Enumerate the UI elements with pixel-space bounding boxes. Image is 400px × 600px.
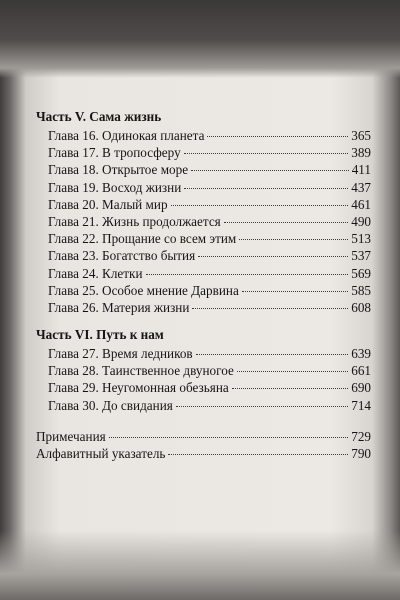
toc-entry (36, 144, 371, 161)
dot-leader (176, 406, 348, 407)
dot-leader (146, 274, 349, 275)
chapter-title: Глава 30. До свидания (48, 397, 173, 413)
toc-entry (36, 127, 371, 144)
chapter-title: Глава 22. Прощание со всем этим (48, 231, 237, 247)
toc-entry (36, 445, 371, 462)
page-number: 585 (351, 282, 371, 298)
dot-leader (168, 454, 348, 455)
toc-entry (36, 161, 371, 178)
index-title: Алфавитный указатель (36, 446, 166, 461)
dot-leader (184, 153, 349, 154)
table-of-contents (36, 108, 371, 462)
dot-leader (232, 388, 348, 389)
chapter-title: Глава 19. Восход жизни (48, 179, 182, 195)
dot-leader (191, 170, 349, 171)
back-matter (36, 428, 371, 462)
page-number: 461 (351, 196, 371, 212)
toc-entry (36, 379, 371, 396)
chapter-title: Глава 27. Время ледников (48, 346, 193, 362)
page-number: 729 (351, 428, 371, 444)
dot-leader (237, 371, 348, 372)
page-number: 537 (351, 248, 371, 264)
page-number: 790 (351, 446, 371, 461)
toc-entry (36, 282, 371, 299)
chapter-title: Глава 25. Особое мнение Дарвина (48, 282, 239, 298)
page-number: 714 (351, 397, 371, 413)
chapter-title: Глава 29. Неугомонная обезьяна (48, 380, 229, 396)
chapter-title: Глава 21. Жизнь продолжается (48, 213, 221, 229)
page-number: 661 (351, 363, 371, 379)
part-title: Часть V. Сама жизнь (36, 109, 162, 124)
chapter-title: Глава 16. Одинокая планета (48, 128, 205, 143)
dot-leader (109, 437, 349, 438)
page-number: 690 (351, 380, 371, 396)
page-number: 411 (351, 162, 371, 178)
toc-entry (36, 299, 371, 316)
dot-leader (239, 239, 348, 240)
toc-entry (36, 247, 371, 264)
dot-leader (171, 205, 349, 206)
chapter-title: Глава 24. Клетки (48, 265, 143, 281)
page-number: 490 (351, 213, 371, 229)
page-number: 437 (351, 179, 371, 195)
chapter-title: Глава 20. Малый мир (48, 196, 168, 212)
toc-entry (36, 213, 371, 230)
toc-entry (36, 196, 371, 213)
page-number: 608 (351, 299, 371, 315)
toc-entry (36, 265, 371, 282)
dot-leader (224, 222, 348, 223)
dot-leader (198, 256, 348, 257)
page-number: 569 (351, 265, 371, 281)
page-number: 639 (351, 346, 371, 362)
dot-leader (192, 308, 348, 309)
chapter-title: Глава 26. Материя жизни (48, 299, 190, 315)
toc-entry (36, 428, 371, 445)
chapter-title: Глава 17. В тропосферу (48, 145, 181, 161)
part-title: Часть VI. Путь к нам (36, 327, 164, 343)
page-number: 365 (351, 128, 371, 143)
bottom-shadow (0, 530, 400, 600)
dot-leader (207, 136, 348, 137)
dot-leader (242, 291, 348, 292)
part-vi (36, 326, 371, 414)
chapter-title: Глава 28. Таинственное двуногое (48, 363, 234, 379)
dot-leader (196, 354, 349, 355)
page-number: 513 (351, 231, 371, 247)
toc-entry (36, 397, 371, 414)
toc-entry (36, 179, 371, 196)
top-shadow (0, 0, 400, 78)
toc-entry (36, 345, 371, 362)
chapter-title: Глава 18. Открытое море (48, 162, 189, 178)
chapter-title: Глава 23. Богатство бытия (48, 248, 196, 264)
page-number: 389 (351, 145, 371, 161)
toc-entry (36, 230, 371, 247)
dot-leader (184, 188, 348, 189)
part-v (36, 108, 371, 316)
notes-title: Примечания (36, 428, 106, 444)
toc-entry (36, 362, 371, 379)
